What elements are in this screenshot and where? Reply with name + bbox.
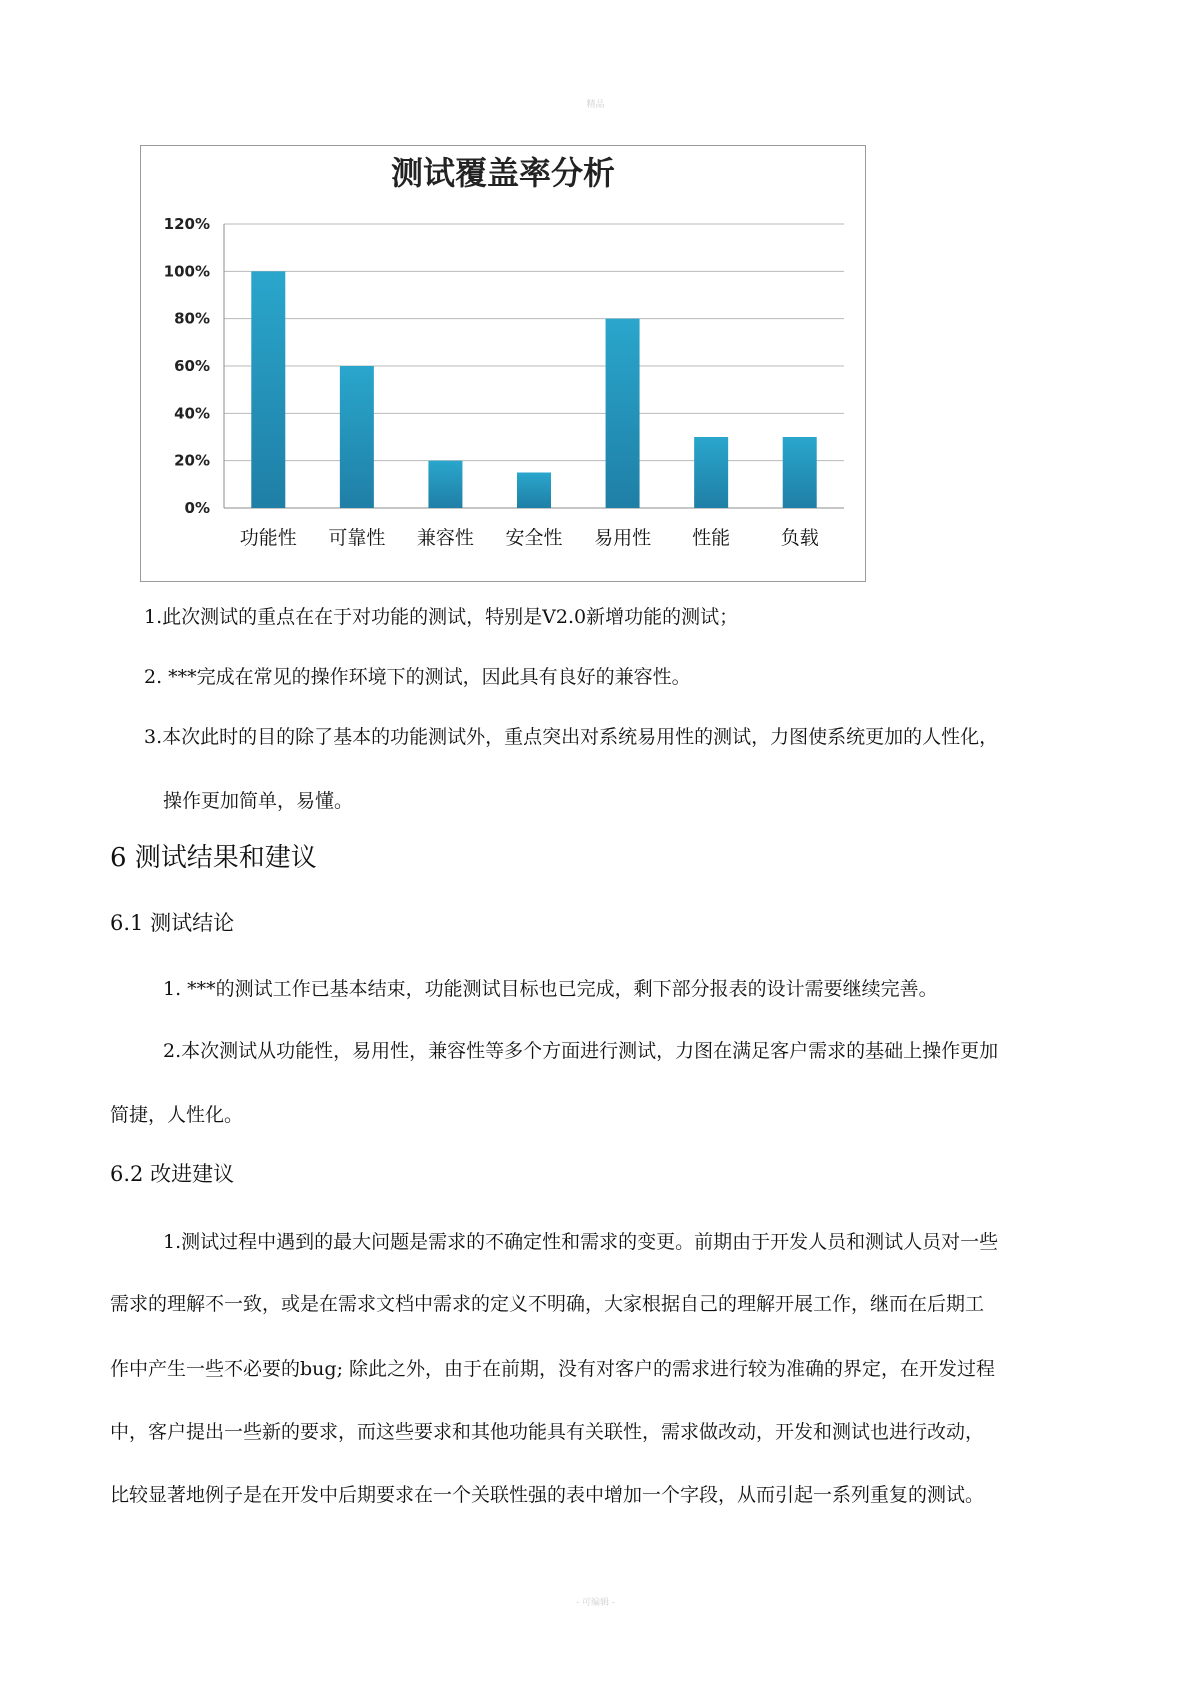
s61-para-2: 2.本次测试从功能性，易用性，兼容性等多个方面进行测试，力图在满足客户需求的基础上操作更加 xyxy=(163,1040,999,1062)
note-1: 1.此次测试的重点在在于对功能的测试，特别是V2.0新增功能的测试； xyxy=(144,606,739,628)
bar-5 xyxy=(694,437,728,508)
y-tick-label: 120% xyxy=(163,215,210,233)
y-tick-label: 80% xyxy=(174,309,210,328)
section-6-title: 6 测试结果和建议 xyxy=(110,843,317,873)
chart-title: 测试覆盖率分析 xyxy=(390,154,616,192)
coverage-chart-svg xyxy=(141,146,865,581)
bar-4 xyxy=(606,319,640,508)
section-6-2-title: 6.2 改进建议 xyxy=(110,1162,235,1186)
s62-para-line-3: 作中产生一些不必要的bug; 除此之外，由于在前期，没有对客户的需求进行较为准确的界定，在开发过程 xyxy=(110,1358,996,1380)
bar-1 xyxy=(340,366,374,508)
coverage-chart xyxy=(140,145,866,582)
footer-watermark: - 可编辑 - xyxy=(576,1598,615,1608)
y-tick-label: 0% xyxy=(184,499,210,517)
s61-para-1: 1. ***的测试工作已基本结束，功能测试目标也已完成，剩下部分报表的设计需要继续完善。 xyxy=(163,978,938,1000)
bar-2 xyxy=(428,461,462,508)
x-category-label: 易用性 xyxy=(594,527,652,549)
y-tick-label: 60% xyxy=(174,357,210,375)
x-category-label: 功能性 xyxy=(239,527,297,549)
s62-para-line-4: 中，客户提出一些新的要求，而这些要求和其他功能具有关联性，需求做改动，开发和测试也进行改动， xyxy=(110,1421,985,1443)
header-watermark: 精品 xyxy=(586,100,605,110)
y-tick-label: 40% xyxy=(174,404,210,423)
y-tick-label: 20% xyxy=(174,451,210,470)
note-3-continued: 操作更加简单，易懂。 xyxy=(163,790,354,812)
x-category-label: 兼容性 xyxy=(416,527,474,549)
x-category-label: 安全性 xyxy=(505,527,563,549)
s62-para-line-2: 需求的理解不一致，或是在需求文档中需求的定义不明确，大家根据自己的理解开展工作，继而在后期工 xyxy=(110,1293,985,1315)
s62-para-line-5: 比较显著地例子是在开发中后期要求在一个关联性强的表中增加一个字段，从而引起一系列重复的测试。 xyxy=(110,1484,985,1506)
bar-3 xyxy=(517,473,551,509)
note-2: 2. ***完成在常见的操作环境下的测试，因此具有良好的兼容性。 xyxy=(144,666,691,688)
s62-para-line-1: 1.测试过程中遇到的最大问题是需求的不确定性和需求的变更。前期由于开发人员和测试人员对一些 xyxy=(163,1231,999,1253)
y-tick-labels xyxy=(164,215,210,517)
x-category-label: 可靠性 xyxy=(328,527,386,549)
note-3: 3.本次此时的目的除了基本的功能测试外，重点突出对系统易用性的测试，力图使系统更加的人性化， xyxy=(144,726,999,748)
section-6-1-title: 6.1 测试结论 xyxy=(110,911,235,935)
x-category-label: 性能 xyxy=(692,527,731,549)
bar-6 xyxy=(783,437,817,508)
x-category-label: 负载 xyxy=(780,527,819,549)
bars xyxy=(251,271,816,508)
bar-0 xyxy=(251,271,285,508)
s61-para-2-continued: 简捷，人性化。 xyxy=(110,1104,244,1126)
y-tick-label: 100% xyxy=(163,262,210,281)
x-category-labels xyxy=(240,527,819,549)
gridlines xyxy=(224,224,844,508)
